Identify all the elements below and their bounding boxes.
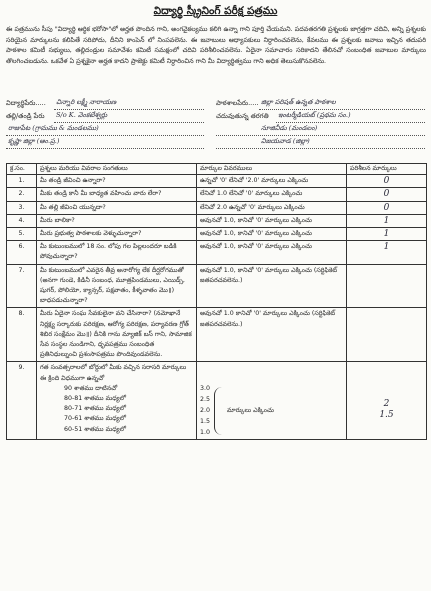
row-score: 0 xyxy=(383,189,390,200)
class-line xyxy=(276,122,425,123)
row-marks: అవునచో 1.0 కానిచో '0' మార్కులు ఎక్కించు (సర్టిఫికెట్ జతపరచవలెను.) xyxy=(197,308,347,362)
student-name-label: విద్యార్థిపేరు..... xyxy=(6,99,46,107)
student-name-value: చిన్నారి లక్ష్మీ నారాయణ xyxy=(56,98,117,106)
grades-intro: గత సంవత్సరాలలో బోర్డులో మీకు వచ్చిన సరాసరి మార్కులు ఈ క్రింది విధముగా ఉన్నచో xyxy=(40,364,187,382)
row-question xyxy=(37,362,197,440)
header-question: ప్రశ్నలు మరియు వివరాల సంగతులు xyxy=(37,164,197,175)
grade-band-list xyxy=(40,384,193,435)
row-number: 5. xyxy=(7,228,37,241)
row-marks xyxy=(197,362,347,440)
instructions-paragraph: ఈ పత్రమును సీపు "విద్యార్థి ఆర్థిక భరోసా"లో అర్హత పొందిన గాని, అంగవైకల్యము కలిగి ఉన్నా గాని పూర్తి చేయమని. పదవతరగతి ప్రశ్నలకు జాగ్రత్తగా చదివి, అన్ని ప్రశ్నలకు సరియైన మార్కులను కలిపితే సరిపోదు, దీనిని కాంపెన్ లో నింపవలెను. ఈ జవాబులు ఆధ్యాపకులు నిర్ధారించవలెను, కేవలము ఈ ప్రశ్నలకు జవాబు ఇచ్చిన తదుపరి పాఠశాల కమిటీ సభ్యులు, తల్లిదండ్రుల సమావేశం కమిటీ సమక్షంలో చదివి పరిశీలించవలెను. ఏదైనా సమాచారం సరికాదని తేలినచో సంబంధిత జవాబుల మార్కులు తొలగించబడును. ఒకవేళ ఏ ప్రశ్నకైనా అర్హత కాదని ప్రాజెక్టు కమిటీ నిర్ధారించిన గాని మీ విద్యార్థిత్వము గాని అధిక తెలుసుకొనవలెను. xyxy=(6,25,426,65)
school-line xyxy=(259,109,425,110)
grade-band: 70-61 శాతము మధ్యలో xyxy=(64,415,127,423)
mandal-line xyxy=(216,135,425,136)
row-question: మీ కుటుంబములో ఎవరైన తీవ్ర అనారోగ్య లేక దీర్ఘరోగముతో (అనగా గుండె, కిడినీ సంబంధ, మూత్రపిండములు, ఎయిడ్స్, షుగర్, పోలియో, క్యాన్సర్, పక్షవాతం, కీళ్ళవాతం మొ॥) బాధపడుచున్నారా? xyxy=(37,264,197,308)
row-marks: అవునచో 1.0, కానిచో '0' మార్కులు ఎక్కించు xyxy=(197,228,347,241)
place-value: విజయవాడ (జిల్లా) xyxy=(261,137,310,145)
district-line xyxy=(6,148,204,149)
table-row xyxy=(7,228,427,241)
grade-band: 80-71 శాతము మధ్యలో xyxy=(64,405,127,413)
row-marks: అవునచో 1.0, కానిచో '0' మార్కులు ఎక్కించు xyxy=(197,241,347,264)
row-score-bottom: 1.5 xyxy=(379,409,394,420)
row-score xyxy=(347,362,427,440)
table-row xyxy=(7,214,427,227)
parent-value: S/o K. వెంకటేశ్వర్లు xyxy=(56,111,108,119)
grade-point: 1.0 xyxy=(200,429,211,437)
table-row-grades xyxy=(7,362,427,440)
row-score: 1 xyxy=(383,242,390,253)
form-title: విద్యార్థి స్క్రీనింగ్ పరీక్ష పత్రము xyxy=(153,5,278,17)
row-marks: అవునచో 1.0, కానిచో '0' మార్కులు ఎక్కించు xyxy=(197,214,347,227)
table-row xyxy=(7,175,427,188)
row-number: 8. xyxy=(7,308,37,362)
row-question: మీరు బాలికా? xyxy=(37,214,197,227)
row-number: 3. xyxy=(7,201,37,214)
row-question: మీ కుటుంబములో 18 సం. లోపు గల పిల్లలందరూ బడికి పోవుచున్నారా? xyxy=(37,241,197,264)
grade-points-list xyxy=(200,383,210,438)
row-marks: ఉన్నచో '0' లేనిచో '2.0' మార్కులు ఎక్కించు xyxy=(197,175,347,188)
field-row-name xyxy=(6,98,426,111)
class-label: చదువుతున్న తరగతి xyxy=(216,112,269,120)
row-score: 0 xyxy=(383,202,390,213)
row-number: 1. xyxy=(7,175,37,188)
row-score: 1 xyxy=(383,215,390,226)
table-row xyxy=(7,308,427,362)
field-row-village xyxy=(6,124,426,137)
row-question: మీకు తండ్రి కానీ మీ బాధ్యత వహించు వారు లేరా? xyxy=(37,188,197,201)
table-row xyxy=(7,241,427,264)
row-number: 6. xyxy=(7,241,37,264)
grade-point: 3.0 xyxy=(200,385,211,393)
row-marks: లేనిచో 2.0 ఉన్నచో '0' మార్కులు ఎక్కించు xyxy=(197,201,347,214)
row-question: మీ తండ్రి జీవించి ఉన్నారా? xyxy=(37,175,197,188)
village-line xyxy=(6,135,204,136)
class-value: ఇంటర్మీడియట్ (ప్రథమ సం.) xyxy=(278,111,351,119)
field-row-parent xyxy=(6,111,426,124)
grade-point: 2.0 xyxy=(200,407,211,415)
mandal-value: నూజివీడు (మండలం) xyxy=(261,124,318,132)
grade-band: 90 శాతము దాటినచో xyxy=(64,384,118,392)
row-score-top: 2 xyxy=(383,399,390,410)
parent-line xyxy=(54,122,204,123)
parent-label: తల్లి/తండ్రి పేరు xyxy=(6,112,45,120)
district-value: కృష్ణా జిల్లా (ఆం.ప్ర.) xyxy=(8,137,60,145)
table-header-row xyxy=(7,164,427,175)
header-score: పరిశీలన మార్కులు xyxy=(347,164,427,175)
row-number: 9. xyxy=(7,362,37,440)
row-number: 2. xyxy=(7,188,37,201)
row-marks: లేనిచో 1.0 లేనిచో '0' మార్కులు ఎక్కించు xyxy=(197,188,347,201)
table-row xyxy=(7,201,427,214)
village-value: రాజుపేట (గ్రామము & మండలము) xyxy=(8,124,99,132)
school-label: పాఠశాలపేరు..... xyxy=(216,99,259,107)
table-row xyxy=(7,188,427,201)
field-row-district xyxy=(6,137,426,150)
grade-points xyxy=(200,383,343,438)
row-question: మీ తల్లి జీవించి యున్నదా? xyxy=(37,201,197,214)
grade-point: 1.5 xyxy=(200,418,211,426)
school-value: జిల్లా పరిషత్ ఉన్నత పాఠశాల xyxy=(261,98,336,106)
row-question: మీరు ఏదైనా సంఘ సేవకులైనా వని చేసినారా? (నమోఖానే నిర్లక్ష్య సర్కారుకు పరిరక్షణ, ఆరోగ్య పరిరక్షణ, పర్యావరణ గ్రోత్ శిబిర సంక్షేమం మొ॥) దీనికి గాను మ్యాజిక్ బస్ గాని, సామాజిక సేవ సంస్థల నుండిగాని, ధృవపత్రము సంబంధిత ప్రతినిధుల్నుంచి ప్రశంసాపత్రము పొందివుండవలెను. xyxy=(37,308,197,362)
grade-band: 80-81 శాతము మధ్యలో xyxy=(64,395,127,403)
row-number: 4. xyxy=(7,214,37,227)
grade-point: 2.5 xyxy=(200,396,211,404)
row-number: 7. xyxy=(7,264,37,308)
grade-band: 60-51 శాతము మధ్యలో xyxy=(64,425,127,433)
header-serial: క్ర.సం. xyxy=(7,164,37,175)
screening-table xyxy=(6,163,427,440)
grouping-brace xyxy=(214,387,223,435)
row-score: 1 xyxy=(383,229,390,240)
grade-marks-note: మార్కులు ఎక్కించు xyxy=(227,406,274,414)
header-marks: మార్కుల వివరములు xyxy=(197,164,347,175)
student-details xyxy=(6,98,426,150)
row-question: మీరు ప్రభుత్వ పాఠశాలకు వెళ్ళుచున్నారా? xyxy=(37,228,197,241)
row-marks: అవునచో 1.0, కానిచో '0' మార్కులు ఎక్కించు (సర్టిఫికెట్ జతపరచవలెను.) xyxy=(197,264,347,308)
student-name-line xyxy=(54,109,204,110)
place-line xyxy=(216,148,425,149)
row-score: 0 xyxy=(383,176,390,187)
table-row xyxy=(7,264,427,308)
